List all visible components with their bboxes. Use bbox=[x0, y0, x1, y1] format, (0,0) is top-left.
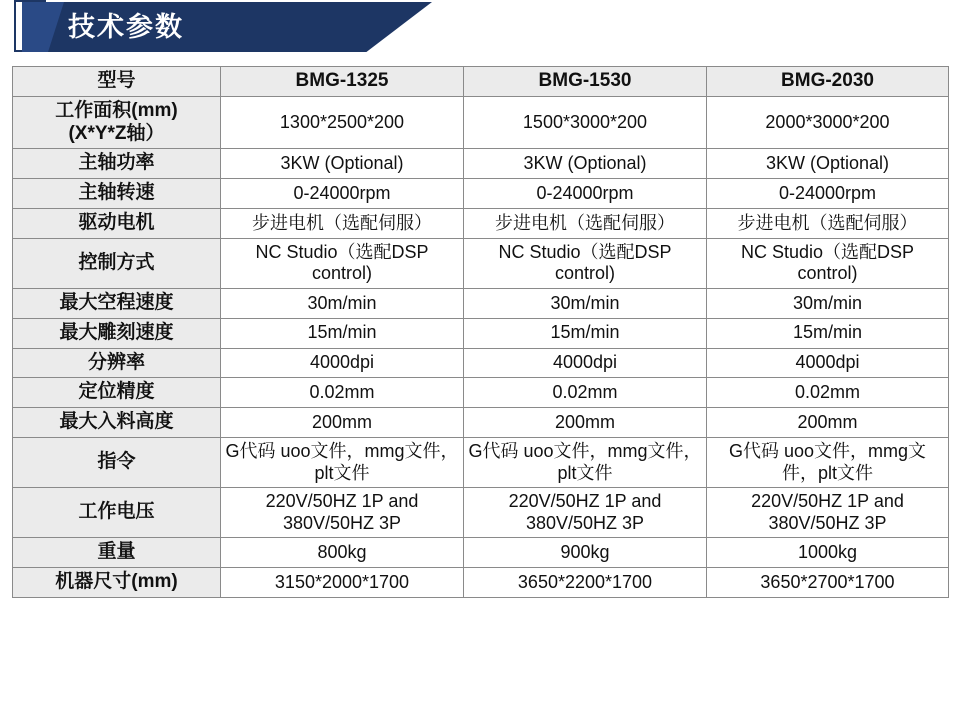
cell-value: 200mm bbox=[464, 408, 707, 438]
cell-value: 15m/min bbox=[464, 318, 707, 348]
cell-value: 3650*2700*1700 bbox=[707, 568, 949, 598]
table-row bbox=[13, 96, 949, 149]
cell-value: 30m/min bbox=[464, 288, 707, 318]
row-label-control-mode: 控制方式 bbox=[13, 238, 221, 288]
cell-value: 4000dpi bbox=[221, 348, 464, 378]
spec-table-container bbox=[12, 66, 948, 598]
row-label-max-travel-speed: 最大空程速度 bbox=[13, 288, 221, 318]
cell-value: 15m/min bbox=[221, 318, 464, 348]
cell-value: 0-24000rpm bbox=[707, 179, 949, 209]
table-row bbox=[13, 348, 949, 378]
row-label-drive-motor: 驱动电机 bbox=[13, 208, 221, 238]
cell-value: 3150*2000*1700 bbox=[221, 568, 464, 598]
table-row bbox=[13, 488, 949, 538]
table-row bbox=[13, 378, 949, 408]
spec-table bbox=[12, 66, 949, 598]
cell-value: 1300*2500*200 bbox=[221, 96, 464, 149]
cell-value: G代码 uoo文件，mmg文件，plt文件 bbox=[707, 437, 949, 487]
cell-value: 步进电机（选配伺服） bbox=[707, 208, 949, 238]
table-row bbox=[13, 149, 949, 179]
cell-value: 30m/min bbox=[707, 288, 949, 318]
row-label-line2: (X*Y*Z轴） bbox=[68, 122, 165, 144]
table-row bbox=[13, 179, 949, 209]
cell-value: NC Studio（选配DSP control) bbox=[464, 238, 707, 288]
cell-value: 3KW (Optional) bbox=[707, 149, 949, 179]
cell-value: 220V/50HZ 1P and 380V/50HZ 3P bbox=[464, 488, 707, 538]
table-row bbox=[13, 288, 949, 318]
cell-value: 0.02mm bbox=[707, 378, 949, 408]
header-banner bbox=[0, 0, 960, 56]
cell-value: 900kg bbox=[464, 538, 707, 568]
cell-value: NC Studio（选配DSP control) bbox=[707, 238, 949, 288]
cell-value: 4000dpi bbox=[707, 348, 949, 378]
cell-value: 800kg bbox=[221, 538, 464, 568]
cell-value: 0-24000rpm bbox=[464, 179, 707, 209]
table-row bbox=[13, 408, 949, 438]
table-header-row bbox=[13, 67, 949, 97]
table-row bbox=[13, 568, 949, 598]
cell-value: NC Studio（选配DSP control) bbox=[221, 238, 464, 288]
table-row bbox=[13, 437, 949, 487]
cell-value: 4000dpi bbox=[464, 348, 707, 378]
cell-value: 0.02mm bbox=[221, 378, 464, 408]
cell-value: 200mm bbox=[221, 408, 464, 438]
row-label-line1: 工作面积(mm) bbox=[55, 99, 178, 121]
row-label-spindle-power: 主轴功率 bbox=[13, 149, 221, 179]
cell-value: 15m/min bbox=[707, 318, 949, 348]
cell-value: 1500*3000*200 bbox=[464, 96, 707, 149]
cell-value: 步进电机（选配伺服） bbox=[464, 208, 707, 238]
table-row bbox=[13, 238, 949, 288]
cell-value: 220V/50HZ 1P and 380V/50HZ 3P bbox=[221, 488, 464, 538]
cell-value: 0-24000rpm bbox=[221, 179, 464, 209]
row-label-working-area bbox=[13, 96, 221, 149]
row-label-max-material-height: 最大入料高度 bbox=[13, 408, 221, 438]
cell-value: G代码 uoo文件，mmg文件，plt文件 bbox=[464, 437, 707, 487]
page-title: 技术参数 bbox=[68, 12, 184, 42]
column-header-bmg1325: BMG-1325 bbox=[221, 67, 464, 97]
cell-value: G代码 uoo文件，mmg文件，plt文件 bbox=[221, 437, 464, 487]
row-label-command: 指令 bbox=[13, 437, 221, 487]
row-label-positioning-accuracy: 定位精度 bbox=[13, 378, 221, 408]
row-label-spindle-speed: 主轴转速 bbox=[13, 179, 221, 209]
table-row bbox=[13, 318, 949, 348]
row-label-resolution: 分辨率 bbox=[13, 348, 221, 378]
table-row bbox=[13, 208, 949, 238]
cell-value: 0.02mm bbox=[464, 378, 707, 408]
banner-divider bbox=[0, 52, 960, 54]
table-row bbox=[13, 538, 949, 568]
cell-value: 220V/50HZ 1P and 380V/50HZ 3P bbox=[707, 488, 949, 538]
row-label-weight: 重量 bbox=[13, 538, 221, 568]
cell-value: 200mm bbox=[707, 408, 949, 438]
column-header-bmg1530: BMG-1530 bbox=[464, 67, 707, 97]
column-header-model: 型号 bbox=[13, 67, 221, 97]
cell-value: 步进电机（选配伺服） bbox=[221, 208, 464, 238]
cell-value: 30m/min bbox=[221, 288, 464, 318]
cell-value: 3KW (Optional) bbox=[221, 149, 464, 179]
cell-value: 3650*2200*1700 bbox=[464, 568, 707, 598]
cell-value: 1000kg bbox=[707, 538, 949, 568]
cell-value: 3KW (Optional) bbox=[464, 149, 707, 179]
row-label-machine-size: 机器尺寸(mm) bbox=[13, 568, 221, 598]
row-label-max-engraving-speed: 最大雕刻速度 bbox=[13, 318, 221, 348]
column-header-bmg2030: BMG-2030 bbox=[707, 67, 949, 97]
cell-value: 2000*3000*200 bbox=[707, 96, 949, 149]
row-label-working-voltage: 工作电压 bbox=[13, 488, 221, 538]
